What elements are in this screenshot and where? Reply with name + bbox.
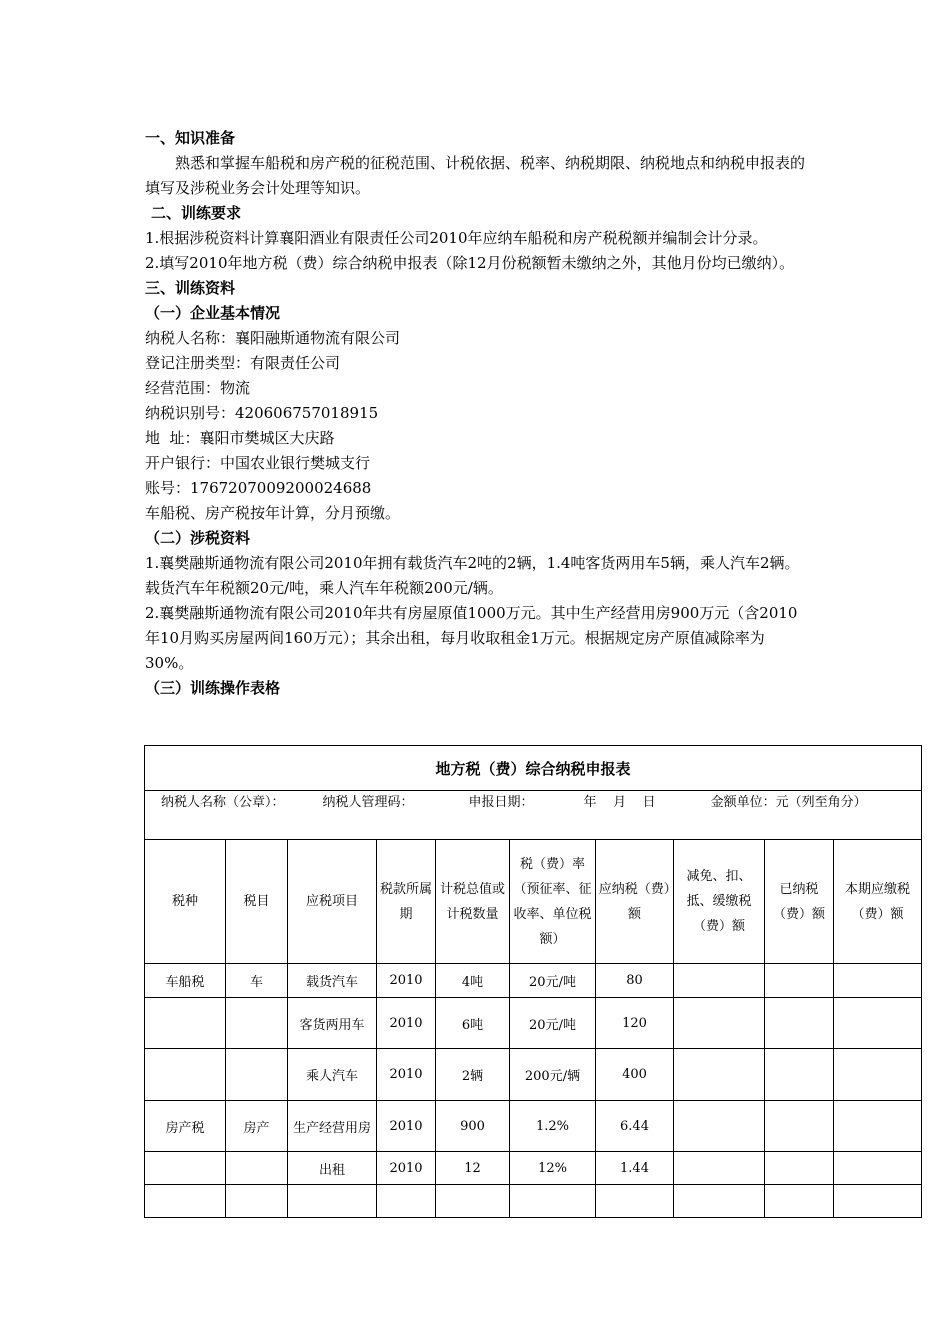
header-cell: 税（费）率（预征率、征收率、单位税额） xyxy=(510,840,596,964)
subsection-tax-info: （二）涉税资料 xyxy=(145,529,251,547)
table-cell: 200元/辆 xyxy=(510,1049,596,1101)
header-cell: 本期应缴税（费）额 xyxy=(834,840,922,964)
table-cell xyxy=(674,1101,765,1152)
header-cell: 应纳税（费）额 xyxy=(596,840,674,964)
table-cell: 2010 xyxy=(377,1101,436,1152)
table-cell: 400 xyxy=(596,1049,674,1101)
tax-form-table xyxy=(144,745,922,1218)
header-cell: 税目 xyxy=(226,840,288,964)
table-cell: 6吨 xyxy=(436,998,510,1049)
header-cell: 税款所属期 xyxy=(377,840,436,964)
section-1-body: 熟悉和掌握车船税和房产税的征税范围、计税依据、税率、纳税期限、纳税地点和纳税申报表的填写及涉税业务会计处理等知识。 xyxy=(145,154,806,197)
table-cell xyxy=(765,998,834,1049)
table-cell: 20元/吨 xyxy=(510,964,596,998)
company-bank: 开户银行：中国农业银行樊城支行 xyxy=(145,454,371,472)
table-cell: 房产税 xyxy=(145,1101,226,1152)
table-cell: 车 xyxy=(226,964,288,998)
table-cell: 12% xyxy=(510,1152,596,1185)
company-scope: 经营范围：物流 xyxy=(145,379,251,397)
table-row xyxy=(145,964,922,998)
table-cell: 2辆 xyxy=(436,1049,510,1101)
header-row xyxy=(145,840,922,964)
header-cell: 税种 xyxy=(145,840,226,964)
subsection-company-info: （一）企业基本情况 xyxy=(145,304,281,322)
table-row xyxy=(145,1101,922,1152)
table-cell: 2010 xyxy=(377,1152,436,1185)
table-row xyxy=(145,1152,922,1185)
table-cell: 乘人汽车 xyxy=(288,1049,377,1101)
requirement-1: 1.根据涉税资料计算襄阳酒业有限责任公司2010年应纳车船税和房产税税额并编制会计分录。 xyxy=(145,229,768,247)
table-cell: 900 xyxy=(436,1101,510,1152)
table-row xyxy=(145,1049,922,1101)
table-cell xyxy=(436,1185,510,1218)
taxpayer-label: 纳税人名称（公章）： xyxy=(161,795,285,810)
table-cell xyxy=(765,1049,834,1101)
tax-item-1: 1.襄樊融斯通物流有限公司2010年拥有载货汽车2吨的2辆，1.4吨客货两用车5辆，乘人汽车2辆。载货汽车年税额20元/吨，乘人汽车年税额200元/辆。 xyxy=(145,554,800,597)
table-cell: 20元/吨 xyxy=(510,998,596,1049)
table-cell xyxy=(674,1185,765,1218)
table-cell xyxy=(765,964,834,998)
form-title: 地方税（费）综合纳税申报表 xyxy=(145,746,922,791)
company-note: 车船税、房产税按年计算，分月预缴。 xyxy=(145,504,401,522)
date-ymd: 年 月 日 xyxy=(583,795,656,810)
header-cell: 减免、扣、抵、缓缴税（费）额 xyxy=(674,840,765,964)
table-cell xyxy=(226,1049,288,1101)
subsection-form: （三）训练操作表格 xyxy=(145,679,281,697)
taxpayer-code-label: 纳税人管理码： xyxy=(322,795,414,810)
table-cell xyxy=(674,998,765,1049)
table-cell xyxy=(596,1185,674,1218)
table-cell: 2010 xyxy=(377,998,436,1049)
table-cell xyxy=(226,1185,288,1218)
requirement-2: 2.填写2010年地方税（费）综合纳税申报表（除12月份税额暂未缴纳之外，其他月份均已缴纳）。 xyxy=(145,254,795,272)
table-cell: 车船税 xyxy=(145,964,226,998)
table-cell: 客货两用车 xyxy=(288,998,377,1049)
table-cell: 120 xyxy=(596,998,674,1049)
section-1-title: 一、知识准备 xyxy=(145,129,236,147)
header-cell: 计税总值或计税数量 xyxy=(436,840,510,964)
table-cell xyxy=(834,998,922,1049)
company-reg-type: 登记注册类型：有限责任公司 xyxy=(145,354,341,372)
table-cell: 12 xyxy=(436,1152,510,1185)
table-cell: 1.44 xyxy=(596,1152,674,1185)
table-cell xyxy=(226,1152,288,1185)
table-cell xyxy=(674,1152,765,1185)
table-cell xyxy=(834,1152,922,1185)
table-cell: 4吨 xyxy=(436,964,510,998)
table-cell xyxy=(765,1101,834,1152)
table-cell xyxy=(145,1152,226,1185)
table-cell xyxy=(226,998,288,1049)
table-cell: 2010 xyxy=(377,1049,436,1101)
table-cell xyxy=(765,1185,834,1218)
table-cell xyxy=(765,1152,834,1185)
section-2-title: 二、训练要求 xyxy=(151,204,242,222)
company-tax-id: 纳税识别号：420606757018915 xyxy=(145,404,379,422)
declare-date-label: 申报日期： xyxy=(468,795,534,810)
table-cell xyxy=(145,998,226,1049)
table-cell: 出租 xyxy=(288,1152,377,1185)
table-cell: 房产 xyxy=(226,1101,288,1152)
section-3-title: 三、训练资料 xyxy=(145,279,236,297)
table-cell xyxy=(377,1185,436,1218)
table-cell: 2010 xyxy=(377,964,436,998)
table-cell: 生产经营用房 xyxy=(288,1101,377,1152)
company-address: 地 址：襄阳市樊城区大庆路 xyxy=(145,429,335,447)
amount-unit-label: 金额单位：元（列至角分） xyxy=(710,795,867,810)
table-cell: 载货汽车 xyxy=(288,964,377,998)
table-cell: 1.2% xyxy=(510,1101,596,1152)
table-cell xyxy=(674,964,765,998)
table-cell xyxy=(674,1049,765,1101)
company-account: 账号：1767207009200024688 xyxy=(145,479,372,497)
header-cell: 应税项目 xyxy=(288,840,377,964)
table-cell xyxy=(834,1185,922,1218)
table-cell: 80 xyxy=(596,964,674,998)
company-name: 纳税人名称：襄阳融斯通物流有限公司 xyxy=(145,329,401,347)
header-cell: 已纳税（费）额 xyxy=(765,840,834,964)
form-info-row xyxy=(145,791,922,840)
tax-form xyxy=(144,745,921,1218)
table-cell: 6.44 xyxy=(596,1101,674,1152)
table-cell xyxy=(834,1049,922,1101)
table-cell xyxy=(145,1049,226,1101)
tax-item-2: 2.襄樊融斯通物流有限公司2010年共有房屋原值1000万元。其中生产经营用房900万元（含2010年10月购买房屋两间160万元）；其余出租，每月收取租金1万元。根据规定房产原值减除率为30%。 xyxy=(145,604,798,672)
table-cell xyxy=(288,1185,377,1218)
table-cell xyxy=(834,1101,922,1152)
table-cell xyxy=(145,1185,226,1218)
document-body xyxy=(145,126,810,701)
table-row xyxy=(145,1185,922,1218)
table-cell xyxy=(834,964,922,998)
table-row xyxy=(145,998,922,1049)
table-cell xyxy=(510,1185,596,1218)
